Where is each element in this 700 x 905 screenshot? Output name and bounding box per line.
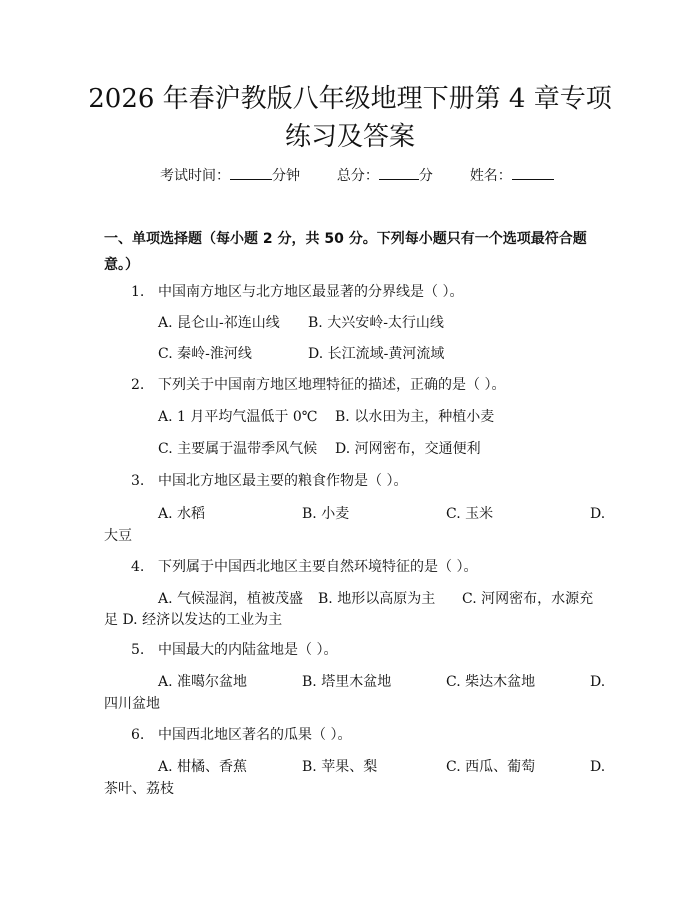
option-d-text: 茶叶、荔枝 (104, 781, 174, 797)
option-c: C. 河网密布，水源充 (462, 591, 594, 607)
option-b: B. 苹果、梨 (302, 759, 378, 775)
question-number: 6. (131, 727, 145, 743)
exam-time-unit: 分钟 (272, 168, 300, 184)
option-b: B. 大兴安岭-太行山线 (308, 315, 444, 331)
option-c: C. 主要属于温带季风气候 (158, 441, 318, 457)
question-2 (131, 373, 505, 397)
option-c: C. 柴达木盆地 (446, 674, 536, 690)
question-number: 2. (131, 377, 145, 393)
question-number: 1. (131, 284, 145, 300)
option-b: B. 地形以高原为主 (318, 591, 436, 607)
option-c: C. 西瓜、葡萄 (446, 759, 536, 775)
option-d-text: 大豆 (104, 528, 132, 544)
name-label: 姓名： (469, 168, 512, 184)
document-title: 2026 年春沪教版八年级地理下册第 4 章专项 (88, 84, 612, 114)
score-label: 总分： (336, 168, 379, 184)
option-a: A. 1 月平均气温低于 0℃ (158, 409, 318, 425)
question-3 (131, 469, 407, 493)
option-b: B. 塔里木盆地 (302, 674, 392, 690)
section-heading-line: 意。） (104, 257, 139, 273)
exam-time-blank (230, 164, 272, 180)
option-d: D. (590, 506, 606, 522)
question-text: 下列属于中国西北地区主要自然环境特征的是（ ）。 (158, 559, 478, 575)
question-text: 下列关于中国南方地区地理特征的描述，正确的是（ ）。 (158, 377, 506, 393)
option-continuation: 足 D. 经济以发达的工业为主 (104, 612, 283, 628)
option-d: D. (590, 759, 606, 775)
option-d: D. 长江流域-黄河流域 (308, 346, 445, 362)
question-number: 4. (131, 559, 145, 575)
score-unit: 分 (418, 168, 433, 184)
option-a: A. 柑橘、香蕉 (158, 759, 248, 775)
section-heading-line: 一、单项选择题（每小题 2 分，共 50 分。下列每小题只有一个选项最符合题 (104, 231, 587, 247)
score-blank (379, 164, 419, 180)
option-c: C. 秦岭-淮河线 (158, 346, 252, 362)
document-title-continued: 练习及答案 (284, 122, 415, 152)
option-d-text: 四川盆地 (104, 696, 160, 712)
option-c: C. 玉米 (446, 506, 494, 522)
name-blank (512, 164, 554, 180)
question-text: 中国南方地区与北方地区最显著的分界线是（ ）。 (158, 284, 464, 300)
question-number: 5. (131, 642, 145, 658)
option-d: D. (590, 674, 606, 690)
question-4 (131, 555, 477, 579)
option-a: A. 水稻 (158, 506, 206, 522)
option-a: A. 准噶尔盆地 (158, 674, 248, 690)
option-b: B. 以水田为主，种植小麦 (335, 409, 495, 425)
section-heading (104, 226, 604, 278)
option-a: A. 气候湿润，植被茂盛 (158, 591, 304, 607)
question-6 (131, 723, 351, 747)
option-a: A. 昆仑山-祁连山线 (158, 315, 280, 331)
exam-info-row (160, 164, 560, 188)
question-1 (131, 280, 463, 304)
question-number: 3. (131, 473, 145, 489)
exam-time-label: 考试时间： (160, 168, 230, 184)
question-text: 中国北方地区最主要的粮食作物是（ ）。 (158, 473, 408, 489)
question-5 (131, 638, 337, 662)
question-text: 中国西北地区著名的瓜果（ ）。 (158, 727, 352, 743)
option-b: B. 小麦 (302, 506, 350, 522)
question-text: 中国最大的内陆盆地是（ ）。 (158, 642, 338, 658)
option-d: D. 河网密布，交通便利 (335, 441, 481, 457)
